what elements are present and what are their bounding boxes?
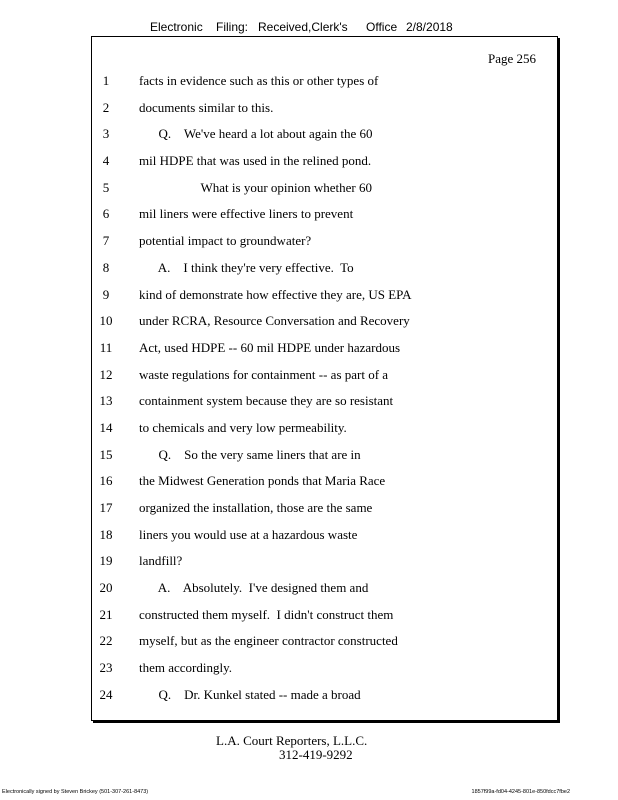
transcript-line <box>0 578 618 605</box>
line-text: myself, but as the engineer contractor constructed <box>139 633 398 649</box>
transcript-lines <box>0 71 618 712</box>
transcript-line <box>0 605 618 632</box>
line-text: the Midwest Generation ponds that Maria Race <box>139 473 386 489</box>
line-number: 23 <box>99 660 113 676</box>
line-text: A. I think they're very effective. To <box>139 259 354 275</box>
line-text: under RCRA, Resource Conversation and Recovery <box>139 313 410 329</box>
transcript-line <box>0 391 618 418</box>
transcript-line <box>0 498 618 525</box>
line-number: 14 <box>99 419 113 435</box>
line-number: 18 <box>99 526 113 542</box>
line-text: Q. Dr. Kunkel stated -- made a broad <box>139 686 361 702</box>
page-number: Page 256 <box>488 51 537 66</box>
electronic-signature: Electronically signed by Steven Brickey (501-307-261-8473) <box>2 789 149 795</box>
court-reporter-company: L.A. Court Reporters, L.L.C. <box>216 733 368 748</box>
line-number: 1 <box>102 73 110 88</box>
transcript-line <box>0 685 618 712</box>
line-text: Act, used HDPE -- 60 mil HDPE under hazardous <box>139 339 401 355</box>
transcript-line <box>0 338 618 365</box>
line-number: 10 <box>99 313 113 329</box>
line-number: 19 <box>99 553 113 569</box>
transcript-line <box>0 551 618 578</box>
filing-stamp-part: Electronic <box>150 20 203 34</box>
transcript-line <box>0 98 618 125</box>
line-text: mil HDPE that was used in the relined pond. <box>139 153 372 169</box>
filing-stamp-part: Received,Clerk's <box>258 20 348 34</box>
line-text: them accordingly. <box>139 660 233 676</box>
line-text: containment system because they are so resistant <box>139 393 394 409</box>
line-text: to chemicals and very low permeability. <box>139 419 347 435</box>
transcript-line <box>0 71 618 98</box>
line-number: 20 <box>99 580 113 596</box>
line-text: landfill? <box>139 553 183 569</box>
line-text: A. Absolutely. I've designed them and <box>139 580 369 596</box>
transcript-line <box>0 445 618 472</box>
line-number: 8 <box>102 259 110 275</box>
transcript-line <box>0 178 618 205</box>
line-text: What is your opinion whether 60 <box>139 179 373 195</box>
line-number: 3 <box>102 126 110 142</box>
line-number: 11 <box>99 339 113 355</box>
line-number: 16 <box>99 473 113 489</box>
line-text: constructed them myself. I didn't construct them <box>139 606 394 622</box>
line-text: Q. So the very same liners that are in <box>139 446 361 462</box>
line-number: 4 <box>102 153 110 169</box>
transcript-line <box>0 418 618 445</box>
transcript-line <box>0 204 618 231</box>
line-number: 6 <box>102 206 110 222</box>
filing-stamp-header <box>0 20 618 36</box>
line-number: 24 <box>99 686 113 702</box>
line-number: 7 <box>102 233 110 249</box>
document-hash: 1857f99a-fd04-4245-801e-850fdcc7fbe2 <box>471 789 570 795</box>
transcript-line <box>0 365 618 392</box>
line-text: kind of demonstrate how effective they are, US EPA <box>139 286 412 302</box>
line-text: Q. We've heard a lot about again the 60 <box>139 126 373 142</box>
transcript-line <box>0 151 618 178</box>
line-text: documents similar to this. <box>139 99 274 115</box>
line-number: 5 <box>102 179 110 195</box>
transcript-line <box>0 311 618 338</box>
transcript-line <box>0 258 618 285</box>
transcript-line <box>0 231 618 258</box>
transcript-line <box>0 525 618 552</box>
line-text: mil liners were effective liners to prevent <box>139 206 354 222</box>
transcript-line <box>0 631 618 658</box>
filing-stamp-date: 2/8/2018 <box>406 20 453 34</box>
line-number: 17 <box>99 500 113 515</box>
line-number: 21 <box>99 606 113 622</box>
transcript-line <box>0 124 618 151</box>
transcript-line <box>0 658 618 685</box>
line-text: waste regulations for containment -- as part of a <box>139 366 389 382</box>
line-text: liners you would use at a hazardous waste <box>139 526 358 542</box>
line-number: 15 <box>99 446 113 462</box>
transcript-line <box>0 471 618 498</box>
line-text: potential impact to groundwater? <box>139 233 312 249</box>
line-number: 2 <box>102 99 110 115</box>
line-number: 12 <box>99 366 113 382</box>
line-text: facts in evidence such as this or other types of <box>139 73 379 88</box>
line-number: 13 <box>99 393 113 409</box>
filing-stamp-part: Office <box>366 20 398 34</box>
line-number: 22 <box>99 633 113 649</box>
court-reporter-phone: 312-419-9292 <box>279 747 353 762</box>
transcript-line <box>0 285 618 312</box>
line-number: 9 <box>102 286 110 302</box>
filing-stamp-part: Filing: <box>216 20 249 34</box>
line-text: organized the installation, those are the same <box>139 500 373 515</box>
